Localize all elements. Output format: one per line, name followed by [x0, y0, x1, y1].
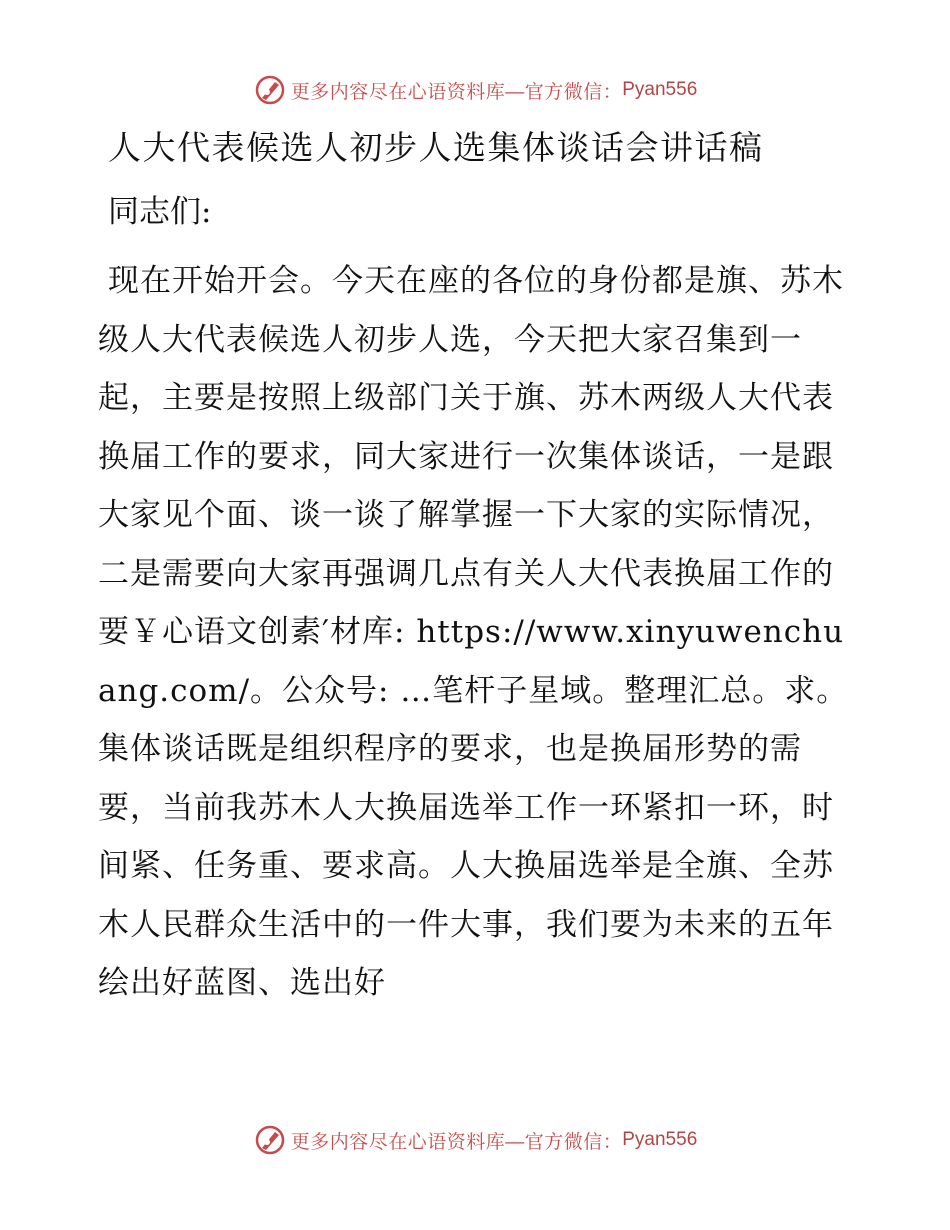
document-greeting: 同志们:: [108, 194, 212, 230]
watermark-handle: Pyan556: [622, 79, 698, 100]
document-title: 人大代表候选人初步人选集体谈话会讲话稿: [108, 128, 764, 167]
document-paragraph: 现在开始开会。今天在座的各位的身份都是旗、苏木级人大代表候选人初步人选，今天把大家召集到一起，主要是按照上级部门关于旗、苏木两级人大代表换届工作的要求，同大家进行一次集体谈话，一是跟大家见个面、谈一谈了解掌握一下大家的实际情况，二是需要向大家再强调几点有关人大代表换届工作的要￥心语文创素′材库: https://www.xinyuwenchuang.com/。公众号: …笔杆子星域。整理汇总。求。集体谈话既是组织程序的要求，也是换届形势的需要，当前我苏木人大换届选举工作一环紧扣一环，时间紧、任务重、要求高。人大换届选举是全旗、全苏木人民群众生活中的一件大事，我们要为未来的五年绘出好蓝图、选出好: [98, 263, 849, 1001]
watermark-text: 更多内容尽在心语资料库—官方微信：: [290, 1131, 623, 1153]
document-body: [98, 120, 858, 1013]
footer-watermark: [0, 1122, 950, 1158]
pen-logo-icon: [253, 73, 287, 107]
header-watermark: [0, 72, 950, 108]
watermark-text: 更多内容尽在心语资料库—官方微信：: [290, 81, 623, 103]
watermark-handle: Pyan556: [622, 1129, 698, 1150]
pen-logo-icon: [253, 1123, 287, 1157]
